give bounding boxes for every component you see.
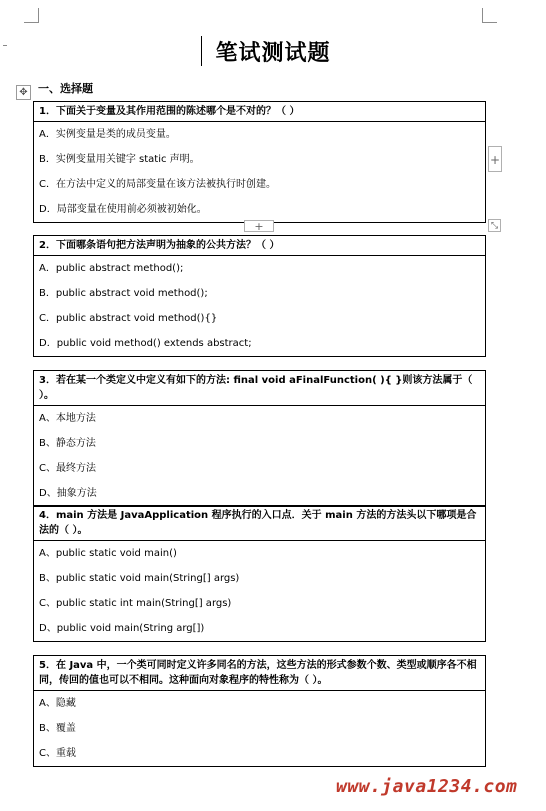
crop-mark-top-left — [24, 8, 39, 23]
question-text[interactable]: 5．在 Java 中，一个类可同时定义许多同名的方法，这些方法的形式参数个数、类型或顺序各不相同，传回的值也可以不相同。这种面向对象程序的特性称为（ ）。 — [34, 656, 485, 691]
option-a[interactable]: A．实例变量是类的成员变量。 — [39, 129, 176, 140]
option-d[interactable]: D、public void main(String arg[]) — [39, 623, 205, 634]
option-c[interactable]: C．在方法中定义的局部变量在该方法被执行时创建。 — [39, 179, 276, 190]
question-text[interactable]: 3．若在某一个类定义中定义有如下的方法: final void aFinalFunction( ){ }则该方法属于（ ）。 — [34, 371, 485, 406]
question-table-3[interactable] — [33, 370, 486, 507]
question-text[interactable]: 2．下面哪条语句把方法声明为抽象的公共方法？（ ） — [34, 236, 485, 256]
question-table-1[interactable] — [33, 101, 486, 223]
option-a[interactable]: A、隐藏 — [39, 698, 76, 709]
crop-mark-top-right — [482, 8, 497, 23]
option-a[interactable]: A、public static void main() — [39, 548, 177, 559]
table-move-handle-icon[interactable]: ✥ — [16, 85, 31, 100]
option-b[interactable]: B、覆盖 — [39, 723, 76, 734]
question-table-4[interactable] — [33, 505, 486, 642]
option-a[interactable]: A．public abstract method(); — [39, 263, 184, 274]
document-title[interactable]: 笔试测试题 — [215, 40, 331, 66]
table-resize-icon[interactable]: ⤡ — [488, 219, 501, 232]
option-d[interactable]: D．public void method() extends abstract; — [39, 338, 252, 349]
option-d[interactable]: D．局部变量在使用前必须被初始化。 — [39, 204, 207, 215]
option-c[interactable]: C．public abstract void method(){} — [39, 313, 218, 324]
option-a[interactable]: A、本地方法 — [39, 413, 96, 424]
option-c[interactable]: C、public static int main(String[] args) — [39, 598, 232, 609]
question-table-2[interactable] — [33, 235, 486, 357]
option-d[interactable]: D、抽象方法 — [39, 488, 97, 499]
text-cursor — [201, 36, 202, 66]
option-c[interactable]: C、重载 — [39, 748, 76, 759]
question-text[interactable]: 4．main 方法是 JavaApplication 程序执行的入口点．关于 main 方法的方法头以下哪项是合法的（ ）。 — [34, 506, 485, 541]
option-b[interactable]: B．实例变量用关键字 static 声明。 — [39, 154, 200, 165]
question-table-5[interactable] — [33, 655, 486, 767]
question-text[interactable]: 1．下面关于变量及其作用范围的陈述哪个是不对的？（ ） — [34, 102, 485, 122]
add-column-icon[interactable]: + — [488, 146, 502, 172]
option-b[interactable]: B、public static void main(String[] args) — [39, 573, 240, 584]
add-row-icon[interactable]: + — [244, 220, 274, 232]
option-b[interactable]: B．public abstract void method(); — [39, 288, 208, 299]
section-heading[interactable]: 一、选择题 — [38, 82, 93, 95]
option-b[interactable]: B、静态方法 — [39, 438, 96, 449]
option-c[interactable]: C、最终方法 — [39, 463, 96, 474]
site-watermark: www.java1234.com — [336, 776, 518, 797]
